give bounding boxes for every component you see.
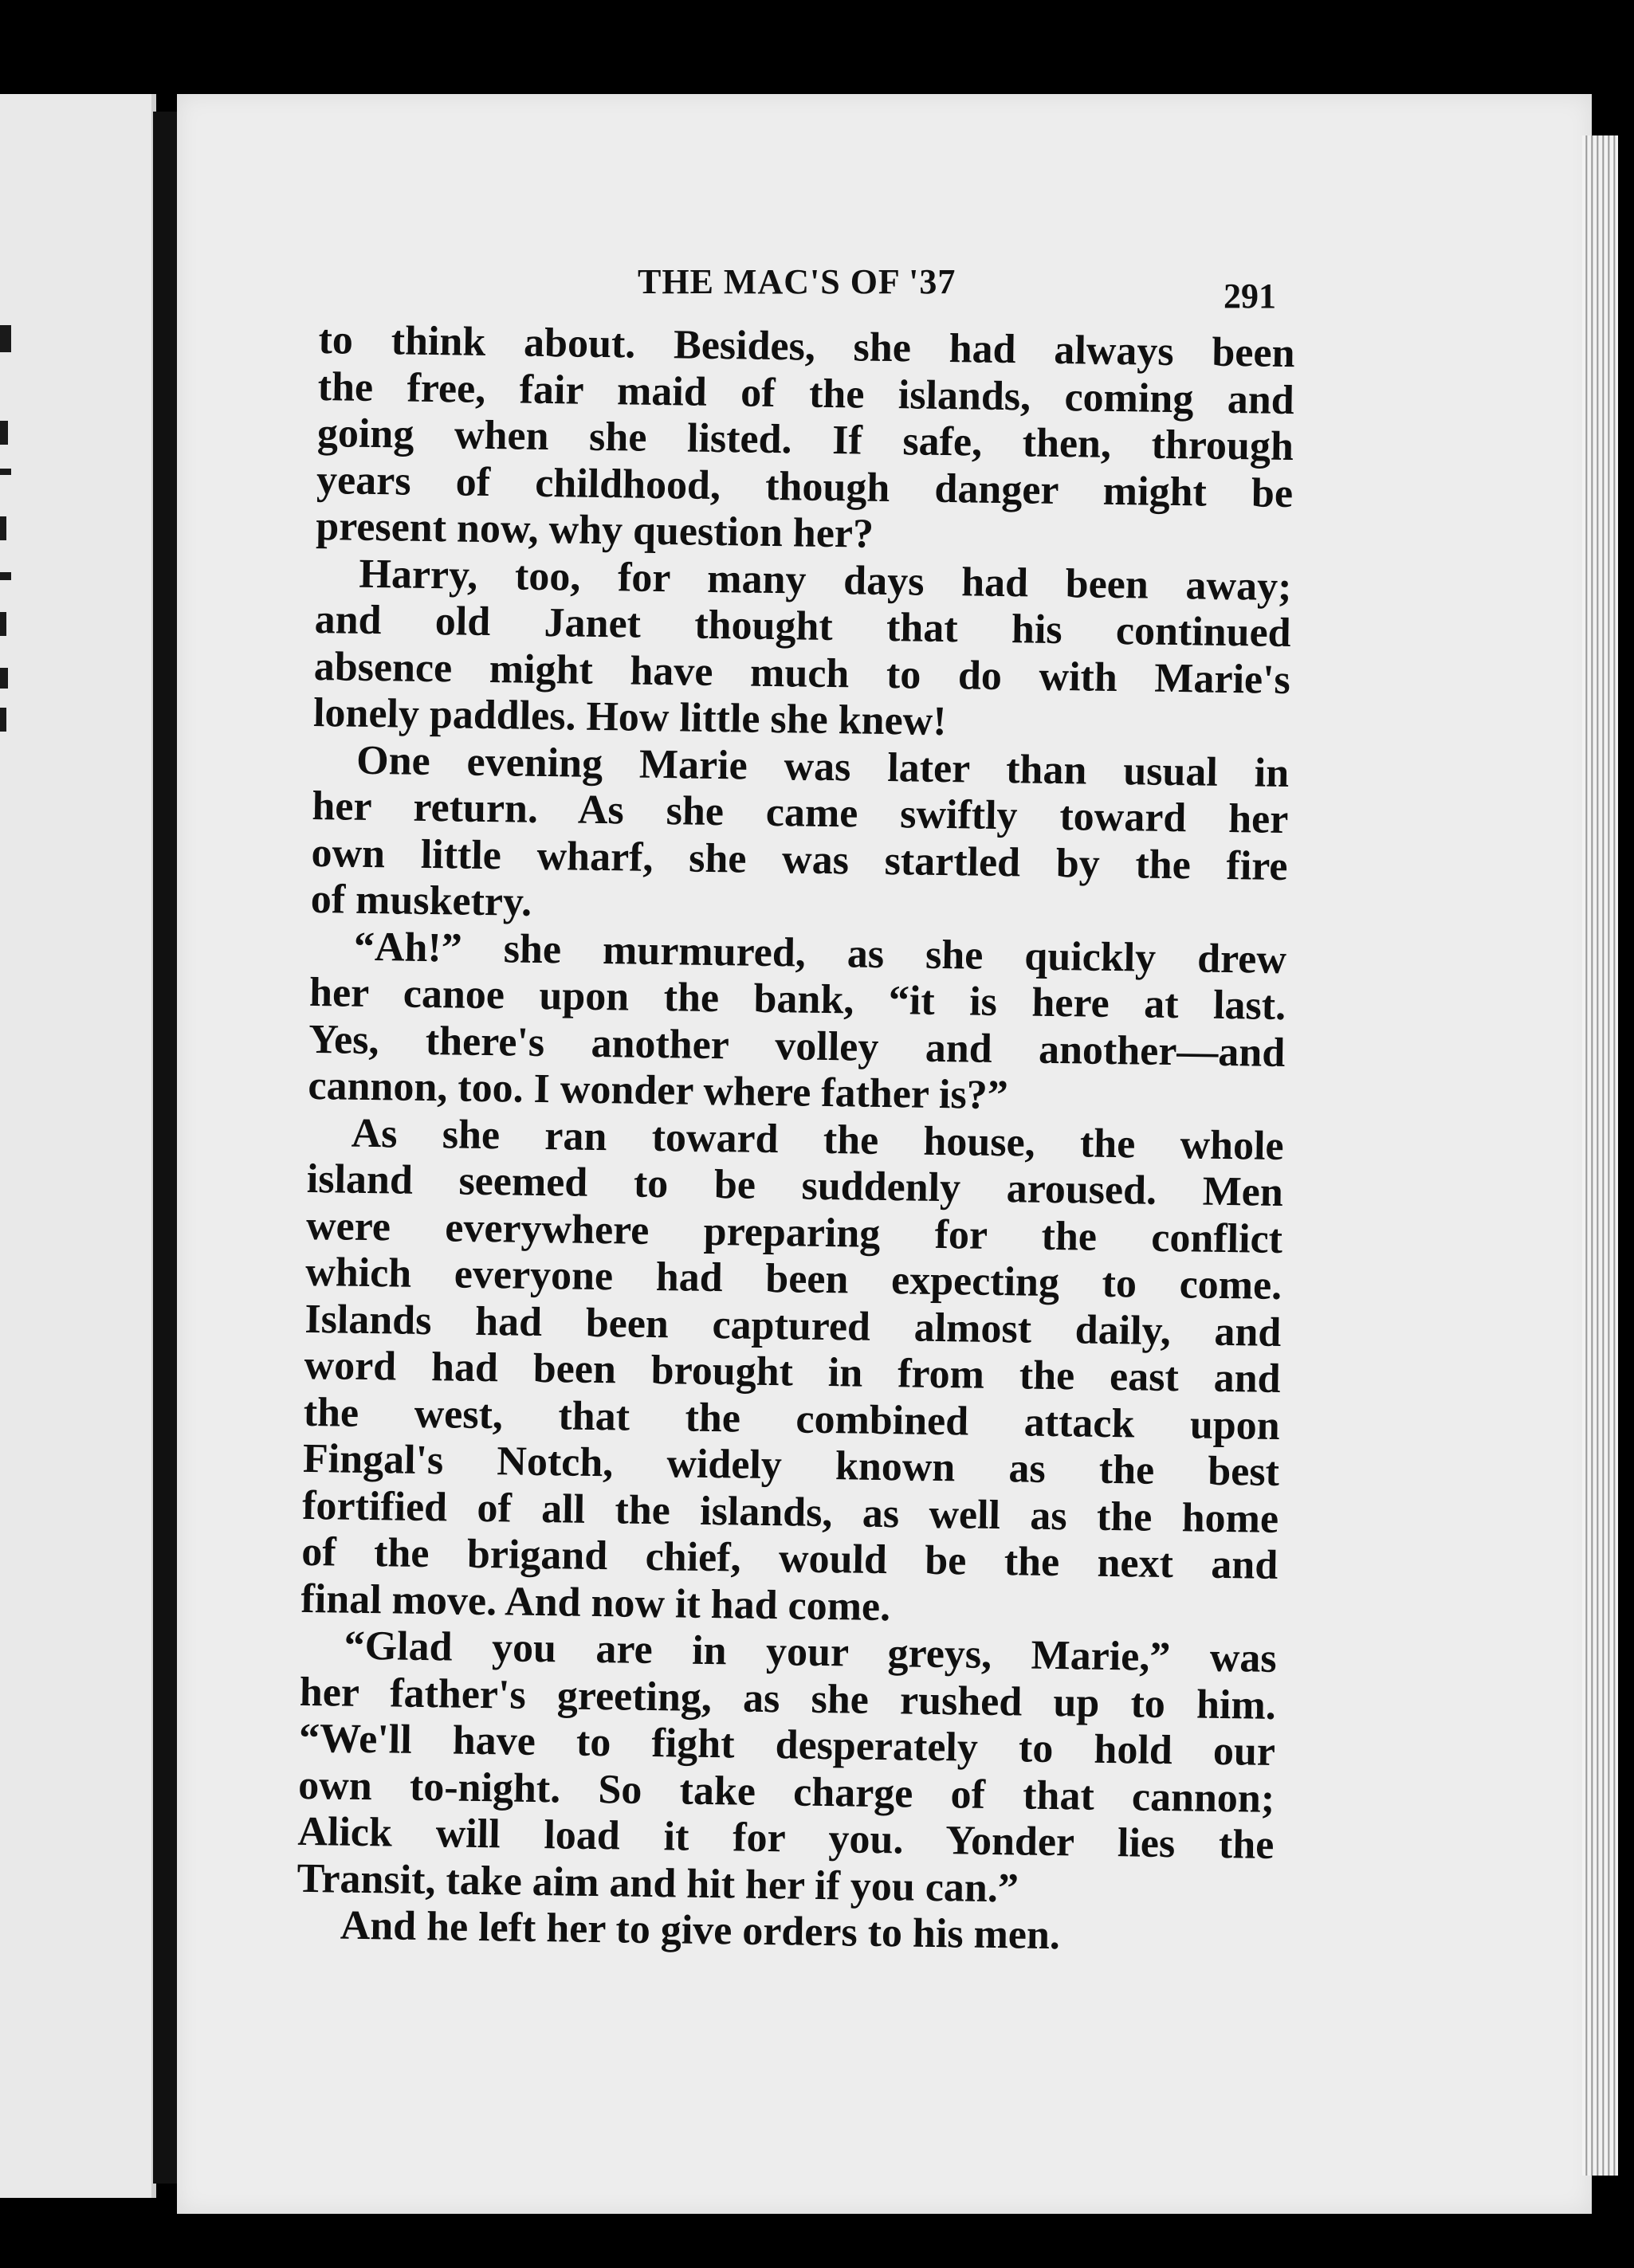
page-edges [1582, 135, 1618, 2176]
facing-page-text-fragment [0, 668, 8, 689]
text-line: island seemed to be suddenly aroused. Men [306, 1156, 1284, 1215]
text-line: final move. And now it had come. [300, 1575, 891, 1630]
text-line: “Glad you are in your greys, Marie,” was [344, 1623, 1278, 1681]
text-line: As she ran toward the house, the whole [351, 1110, 1284, 1169]
facing-page-text-fragment [0, 708, 6, 732]
page-number: 291 [1224, 277, 1276, 316]
text-line: own little wharf, she was startled by the fire [311, 830, 1288, 889]
text-line: her father's greeting, as she rushed up to him. [299, 1669, 1277, 1728]
facing-page-text-fragment [0, 325, 11, 352]
text-line: the free, fair maid of the islands, coming and [317, 363, 1295, 423]
facing-page-text-fragment [0, 421, 8, 445]
text-line: going when she listed. If safe, then, through [316, 410, 1294, 470]
text-line: and old Janet thought that his continued [314, 596, 1291, 657]
text-line: her canoe upon the bank, “it is here at last. [308, 969, 1286, 1030]
text-line: Transit, take aim and hit her if you can.” [297, 1855, 1019, 1911]
text-line: Harry, too, for many days had been away; [359, 551, 1292, 610]
text-line: own to-night. So take charge of that cannon; [297, 1762, 1275, 1822]
facing-page-text-fragment [0, 516, 6, 540]
body-text [296, 317, 1294, 1962]
text-line: Fingal's Notch, widely known as the best [302, 1435, 1280, 1495]
text-line: fortified of all the islands, as well as the home [301, 1482, 1279, 1542]
text-line: And he left her to give orders to his men. [340, 1902, 1061, 1959]
text-line: lonely paddles. How little she knew! [312, 689, 947, 745]
facing-page-text-fragment [0, 572, 11, 580]
text-line: word had been brought in from the east and [304, 1342, 1281, 1402]
text-line: of the brigand chief, would be the next and [300, 1528, 1279, 1588]
text-line: present now, why question her? [315, 503, 874, 557]
book-gutter [153, 112, 177, 2184]
facing-page-text-fragment [0, 612, 6, 636]
text-line: “We'll have to fight desperately to hold our [298, 1715, 1276, 1775]
text-line: Alick will load it for you. Yonder lies the [297, 1808, 1275, 1868]
facing-page-text-fragment [0, 469, 11, 475]
text-line: absence might have much to do with Marie's [313, 643, 1291, 703]
text-line: cannon, too. I wonder where father is?” [308, 1062, 1009, 1119]
text-line: Islands had been captured almost daily, and [304, 1296, 1282, 1356]
text-line: years of childhood, though danger might be [316, 457, 1294, 516]
text-line: were everywhere preparing for the conflict [305, 1203, 1283, 1262]
text-line: her return. As she came swiftly toward her [312, 783, 1289, 843]
text-line: One evening Marie was later than usual in [355, 737, 1290, 796]
text-line: which everyone had been expecting to come. [304, 1249, 1282, 1309]
text-line: of musketry. [310, 876, 532, 925]
text-line: the west, that the combined attack upon [303, 1389, 1281, 1449]
text-line: “Ah!” she murmured, as she quickly drew [353, 924, 1287, 983]
running-title: THE MAC'S OF '37 [638, 262, 956, 301]
text-line: Yes, there's another volley and another—and [308, 1016, 1286, 1076]
text-line: to think about. Besides, she had always been [318, 317, 1295, 377]
facing-page [0, 94, 156, 2198]
